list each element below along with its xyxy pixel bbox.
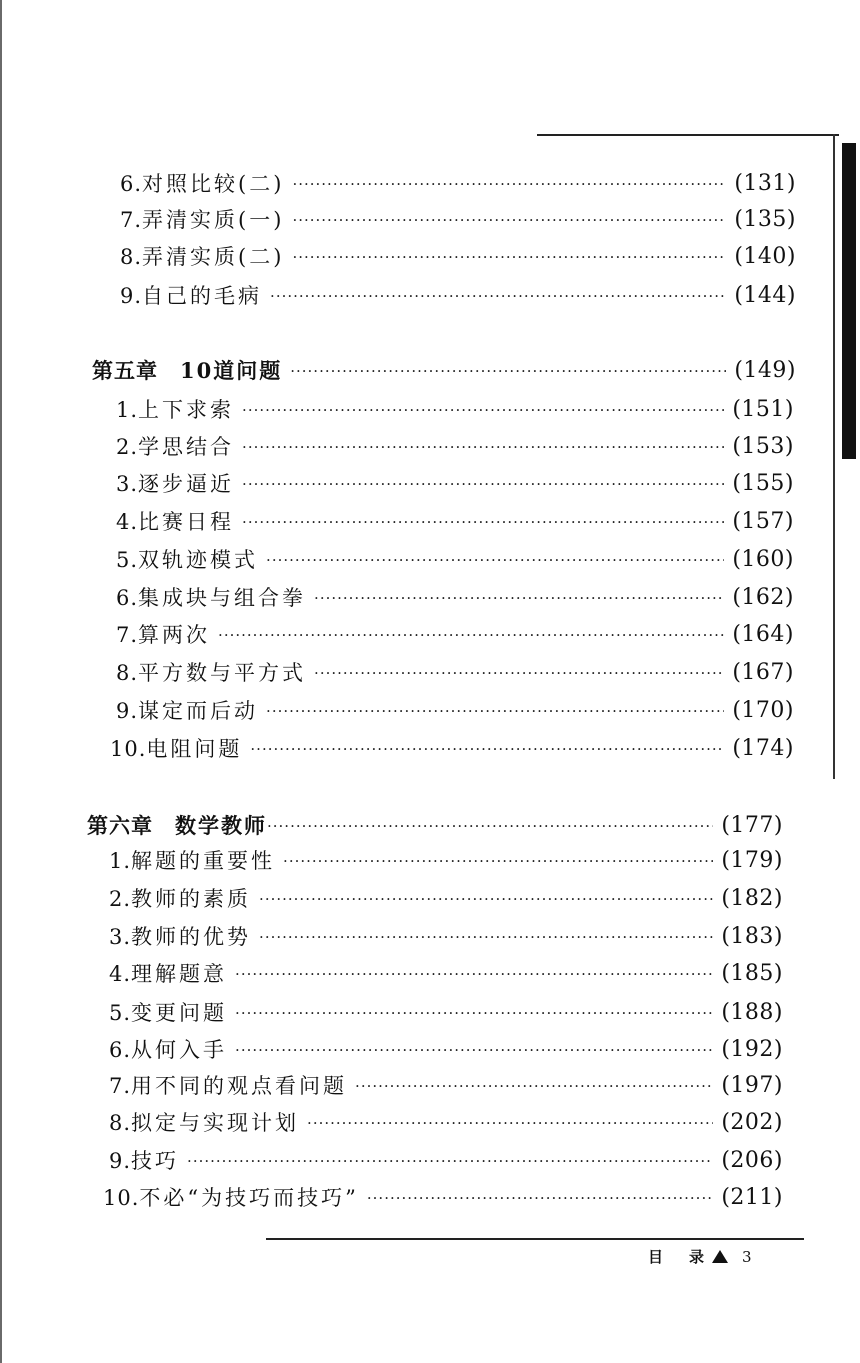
chapter-label: 第五章 (92, 358, 158, 383)
entry-title: 不必“为技巧而技巧” (139, 1186, 359, 1210)
toc-entry[interactable] (120, 239, 796, 275)
entry-page: (202) (721, 1110, 783, 1135)
dot-leader (187, 1143, 713, 1179)
entry-number: 8. (116, 661, 139, 685)
entry-page: (197) (721, 1073, 783, 1098)
footer-rule (266, 1238, 804, 1240)
entry-number: 5. (109, 1001, 132, 1025)
dot-leader (266, 542, 724, 578)
entry-page: (144) (734, 283, 796, 308)
toc-entry[interactable] (116, 466, 794, 502)
entry-title: 算两次 (138, 623, 211, 647)
dot-leader (259, 881, 713, 917)
entry-number: 6. (116, 586, 139, 610)
triangle-icon (712, 1250, 728, 1263)
entry-page: (206) (721, 1148, 783, 1173)
entry-number: 7. (120, 208, 143, 232)
entry-title: 技巧 (131, 1149, 180, 1173)
entry-page: (188) (721, 1000, 783, 1025)
toc-entry[interactable] (109, 843, 783, 879)
entry-page: (183) (721, 924, 783, 949)
entry-number: 4. (116, 510, 139, 534)
entry-title: 拟定与实现计划 (131, 1111, 300, 1135)
entry-title: 教师的素质 (131, 887, 252, 911)
dot-leader (235, 995, 713, 1031)
entry-number: 10. (103, 1186, 140, 1210)
entry-page: (192) (721, 1037, 783, 1062)
entry-page: (211) (721, 1185, 783, 1210)
entry-page: (167) (732, 660, 794, 685)
entry-title: 学思结合 (138, 435, 235, 459)
entry-number: 8. (109, 1111, 132, 1135)
dot-leader (283, 843, 713, 879)
toc-entry[interactable] (116, 580, 794, 616)
toc-entry[interactable] (109, 1105, 783, 1141)
toc-entry[interactable] (109, 1032, 783, 1068)
toc-entry[interactable] (116, 392, 794, 428)
chapter-page: (177) (721, 813, 783, 838)
entry-number: 6. (109, 1038, 132, 1062)
entry-title: 弄清实质(一) (142, 208, 285, 232)
entry-title: 平方数与平方式 (138, 661, 307, 685)
chapter-page: (149) (734, 358, 796, 383)
toc-entry[interactable] (103, 1180, 783, 1216)
entry-title: 理解题意 (131, 962, 228, 986)
entry-page: (164) (732, 622, 794, 647)
entry-page: (155) (732, 471, 794, 496)
entry-number: 3. (116, 472, 139, 496)
entry-title: 解题的重要性 (131, 849, 276, 873)
toc-entry[interactable] (109, 1068, 783, 1104)
entry-page: (179) (721, 848, 783, 873)
chapter-heading[interactable] (87, 808, 783, 844)
toc-entry[interactable] (116, 429, 794, 465)
dot-leader (267, 808, 713, 844)
dot-leader (242, 392, 724, 428)
entry-title: 比赛日程 (138, 510, 235, 534)
footer-label-mu: 目 (648, 1248, 664, 1266)
entry-title: 集成块与组合拳 (138, 586, 307, 610)
dot-leader (292, 239, 726, 275)
entry-number: 9. (120, 284, 143, 308)
toc-entry[interactable] (120, 166, 796, 202)
dot-leader (235, 1032, 713, 1068)
entry-page: (182) (721, 886, 783, 911)
entry-number: 2. (116, 435, 139, 459)
entry-number: 6. (120, 172, 143, 196)
entry-page: (131) (734, 171, 796, 196)
entry-number: 10. (110, 737, 147, 761)
entry-title: 用不同的观点看问题 (131, 1074, 348, 1098)
dot-leader (242, 504, 724, 540)
entry-page: (157) (732, 509, 794, 534)
entry-title: 逐步逼近 (138, 472, 235, 496)
entry-title: 电阻问题 (146, 737, 243, 761)
toc-entry[interactable] (109, 995, 783, 1031)
toc-entry[interactable] (116, 504, 794, 540)
entry-number: 1. (109, 849, 132, 873)
dot-leader (292, 166, 726, 202)
toc-entry[interactable] (109, 956, 783, 992)
toc-entry[interactable] (110, 731, 794, 767)
dot-leader (270, 278, 726, 314)
entry-page: (185) (721, 961, 783, 986)
chapter-title: 10道问题 (180, 358, 283, 383)
toc-entry[interactable] (120, 278, 796, 314)
entry-number: 7. (109, 1074, 132, 1098)
dot-leader (355, 1068, 713, 1104)
toc-entry[interactable] (120, 202, 796, 238)
dot-leader (235, 956, 713, 992)
entry-number: 3. (109, 925, 132, 949)
dot-leader (367, 1180, 713, 1216)
toc-entry[interactable] (109, 919, 783, 955)
toc-entry[interactable] (109, 881, 783, 917)
footer-label-lu: 录 (689, 1248, 705, 1266)
dot-leader (242, 429, 724, 465)
page-number: 3 (742, 1247, 752, 1266)
entry-title: 自己的毛病 (142, 284, 263, 308)
dot-leader (314, 580, 724, 616)
entry-title: 双轨迹模式 (138, 548, 259, 572)
toc-entry[interactable] (116, 655, 794, 691)
entry-title: 上下求索 (138, 398, 235, 422)
entry-title: 教师的优势 (131, 925, 252, 949)
dot-leader (292, 202, 726, 238)
toc-entry[interactable] (116, 542, 794, 578)
entry-number: 9. (109, 1149, 132, 1173)
entry-page: (162) (732, 585, 794, 610)
toc-entry[interactable] (116, 617, 794, 653)
page-footer (648, 1246, 752, 1267)
dot-leader (250, 731, 724, 767)
chapter-label: 第六章 (87, 813, 153, 838)
entry-title: 弄清实质(二) (142, 245, 285, 269)
toc-entry[interactable] (109, 1143, 783, 1179)
entry-number: 9. (116, 699, 139, 723)
dot-leader (290, 353, 726, 389)
dot-leader (307, 1105, 713, 1141)
toc-entry[interactable] (116, 693, 794, 729)
dot-leader (218, 617, 724, 653)
entry-page: (170) (732, 698, 794, 723)
entry-page: (140) (734, 244, 796, 269)
chapter-title: 数学教师 (175, 813, 267, 838)
dot-leader (314, 655, 724, 691)
entry-number: 4. (109, 962, 132, 986)
dot-leader (266, 693, 724, 729)
entry-number: 5. (116, 548, 139, 572)
entry-page: (135) (734, 207, 796, 232)
entry-page: (153) (732, 434, 794, 459)
entry-page: (160) (732, 547, 794, 572)
entry-title: 对照比较(二) (142, 172, 285, 196)
entry-page: (174) (732, 736, 794, 761)
entry-page: (151) (732, 397, 794, 422)
entry-number: 1. (116, 398, 139, 422)
entry-title: 谋定而后动 (138, 699, 259, 723)
dot-leader (259, 919, 713, 955)
chapter-heading[interactable] (92, 353, 796, 389)
dot-leader (242, 466, 724, 502)
entry-number: 8. (120, 245, 143, 269)
entry-number: 2. (109, 887, 132, 911)
entry-number: 7. (116, 623, 139, 647)
entry-title: 变更问题 (131, 1001, 228, 1025)
entry-title: 从何入手 (131, 1038, 228, 1062)
